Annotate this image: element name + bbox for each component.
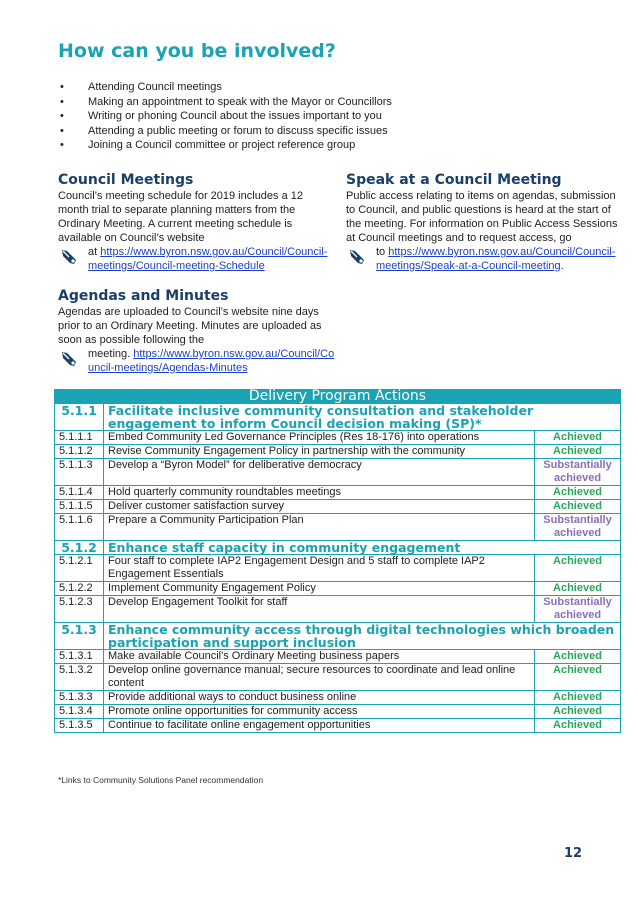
- agendas-minutes-link[interactable]: https://www.byron.nsw.gov.au/Council/Council-meetings/Agendas-Minutes: [88, 348, 335, 374]
- status-badge: Substantially achieved: [535, 514, 621, 541]
- action-text: Deliver customer satisfaction survey: [104, 500, 535, 514]
- status-badge: Achieved: [535, 555, 621, 582]
- action-text: Four staff to complete IAP2 Engagement Design and 5 staff to complete IAP2 Engagement Essentials: [104, 555, 535, 582]
- pointing-hand-icon: [60, 349, 80, 369]
- goal-row: [55, 404, 621, 431]
- table-row: [55, 596, 621, 623]
- action-number: 5.1.1.2: [55, 445, 104, 459]
- action-number: 5.1.3.5: [55, 719, 104, 733]
- section-text: Council’s meeting schedule for 2019 includes a 12 month trial to separate planning matters from the Ordinary Meeting. A current meeting schedule is available on Council’s website: [58, 190, 304, 244]
- action-number: 5.1.3.3: [55, 691, 104, 705]
- table-row: [55, 705, 621, 719]
- involvement-list: [58, 80, 392, 153]
- table-header: Delivery Program Actions: [55, 390, 621, 404]
- list-item: • Writing or phoning Council about the issues important to you: [58, 109, 392, 124]
- speak-at-meeting-section: [346, 173, 624, 273]
- council-meetings-section: [58, 173, 336, 273]
- link-row: [58, 347, 336, 375]
- status-badge: Achieved: [535, 719, 621, 733]
- table-row: [55, 719, 621, 733]
- status-badge: Achieved: [535, 691, 621, 705]
- status-badge: Achieved: [535, 431, 621, 445]
- action-number: 5.1.1.6: [55, 514, 104, 541]
- action-text: Revise Community Engagement Policy in partnership with the community: [104, 445, 535, 459]
- goal-row: [55, 541, 621, 555]
- action-text: Develop Engagement Toolkit for staff: [104, 596, 535, 623]
- action-number: 5.1.1.3: [55, 459, 104, 486]
- section-heading: Council Meetings: [58, 172, 194, 188]
- goal-number: 5.1.2: [55, 541, 104, 555]
- action-number: 5.1.2.3: [55, 596, 104, 623]
- table-row: [55, 459, 621, 486]
- footnote: *Links to Community Solutions Panel recommendation: [58, 775, 264, 785]
- action-text: Develop a “Byron Model” for deliberative democracy: [104, 459, 535, 486]
- link-suffix: .: [560, 260, 564, 272]
- table-row: [55, 555, 621, 582]
- action-text: Hold quarterly community roundtables meetings: [104, 486, 535, 500]
- page-title: How can you be involved?: [58, 40, 336, 62]
- pointing-hand-icon: [348, 247, 368, 267]
- status-badge: Achieved: [535, 486, 621, 500]
- council-meeting-schedule-link[interactable]: https://www.byron.nsw.gov.au/Council/Council-meetings/Council-meeting-Schedule: [88, 246, 328, 272]
- action-number: 5.1.3.2: [55, 664, 104, 691]
- link-prefix: at: [88, 246, 101, 258]
- delivery-program-table: [54, 389, 621, 733]
- link-row: [346, 245, 624, 273]
- pointing-hand-icon: [60, 247, 80, 267]
- list-item: • Joining a Council committee or project reference group: [58, 138, 392, 153]
- action-number: 5.1.1.1: [55, 431, 104, 445]
- table-row: [55, 486, 621, 500]
- action-number: 5.1.3.4: [55, 705, 104, 719]
- section-heading: Speak at a Council Meeting: [346, 172, 562, 188]
- action-number: 5.1.2.1: [55, 555, 104, 582]
- action-text: Embed Community Led Governance Principles (Res 18-176) into operations: [104, 431, 535, 445]
- table-row: [55, 431, 621, 445]
- table-row: [55, 650, 621, 664]
- goal-title: Enhance community access through digital technologies which broaden participation and support inclusion: [104, 623, 621, 650]
- link-prefix: meeting.: [88, 348, 134, 360]
- page-number: 12: [564, 846, 583, 861]
- table-row: [55, 445, 621, 459]
- action-text: Make available Council's Ordinary Meeting business papers: [104, 650, 535, 664]
- goal-number: 5.1.1: [55, 404, 104, 431]
- status-badge: Achieved: [535, 445, 621, 459]
- link-row: [58, 245, 336, 273]
- goal-title: Facilitate inclusive community consultation and stakeholder engagement to inform Council decision making (SP)*: [104, 404, 621, 431]
- status-badge: Achieved: [535, 582, 621, 596]
- table-row: [55, 514, 621, 541]
- link-prefix: to: [376, 246, 389, 258]
- status-badge: Achieved: [535, 705, 621, 719]
- list-item: • Attending a public meeting or forum to discuss specific issues: [58, 124, 392, 139]
- status-badge: Achieved: [535, 664, 621, 691]
- goal-number: 5.1.3: [55, 623, 104, 650]
- table-header-row: [55, 390, 621, 404]
- action-number: 5.1.1.5: [55, 500, 104, 514]
- list-item: • Making an appointment to speak with the Mayor or Councillors: [58, 95, 392, 110]
- speak-at-meeting-link[interactable]: https://www.byron.nsw.gov.au/Council/Council-meetings/Speak-at-a-Council-meeting: [376, 246, 616, 272]
- goal-title: Enhance staff capacity in community engagement: [104, 541, 621, 555]
- action-text: Implement Community Engagement Policy: [104, 582, 535, 596]
- action-text: Continue to facilitate online engagement opportunities: [104, 719, 535, 733]
- action-number: 5.1.1.4: [55, 486, 104, 500]
- status-badge: Substantially achieved: [535, 459, 621, 486]
- section-text: Public access relating to items on agendas, submission to Council, and public questions is heard at the start of the meeting. For information on Public Access Sessions at Council meetings and to request access, go: [346, 190, 618, 244]
- status-badge: Substantially achieved: [535, 596, 621, 623]
- action-number: 5.1.2.2: [55, 582, 104, 596]
- section-text: Agendas are uploaded to Council’s website nine days prior to an Ordinary Meeting. Minutes are uploaded as soon as possible following the: [58, 306, 322, 346]
- table-row: [55, 500, 621, 514]
- action-text: Develop online governance manual; secure resources to coordinate and lead online content: [104, 664, 535, 691]
- action-text: Prepare a Community Participation Plan: [104, 514, 535, 541]
- section-heading: Agendas and Minutes: [58, 288, 229, 304]
- status-badge: Achieved: [535, 650, 621, 664]
- agendas-minutes-section: [58, 289, 336, 375]
- status-badge: Achieved: [535, 500, 621, 514]
- action-text: Promote online opportunities for community access: [104, 705, 535, 719]
- table-row: [55, 691, 621, 705]
- table-row: [55, 582, 621, 596]
- action-text: Provide additional ways to conduct business online: [104, 691, 535, 705]
- list-item: • Attending Council meetings: [58, 80, 392, 95]
- goal-row: [55, 623, 621, 650]
- table-row: [55, 664, 621, 691]
- action-number: 5.1.3.1: [55, 650, 104, 664]
